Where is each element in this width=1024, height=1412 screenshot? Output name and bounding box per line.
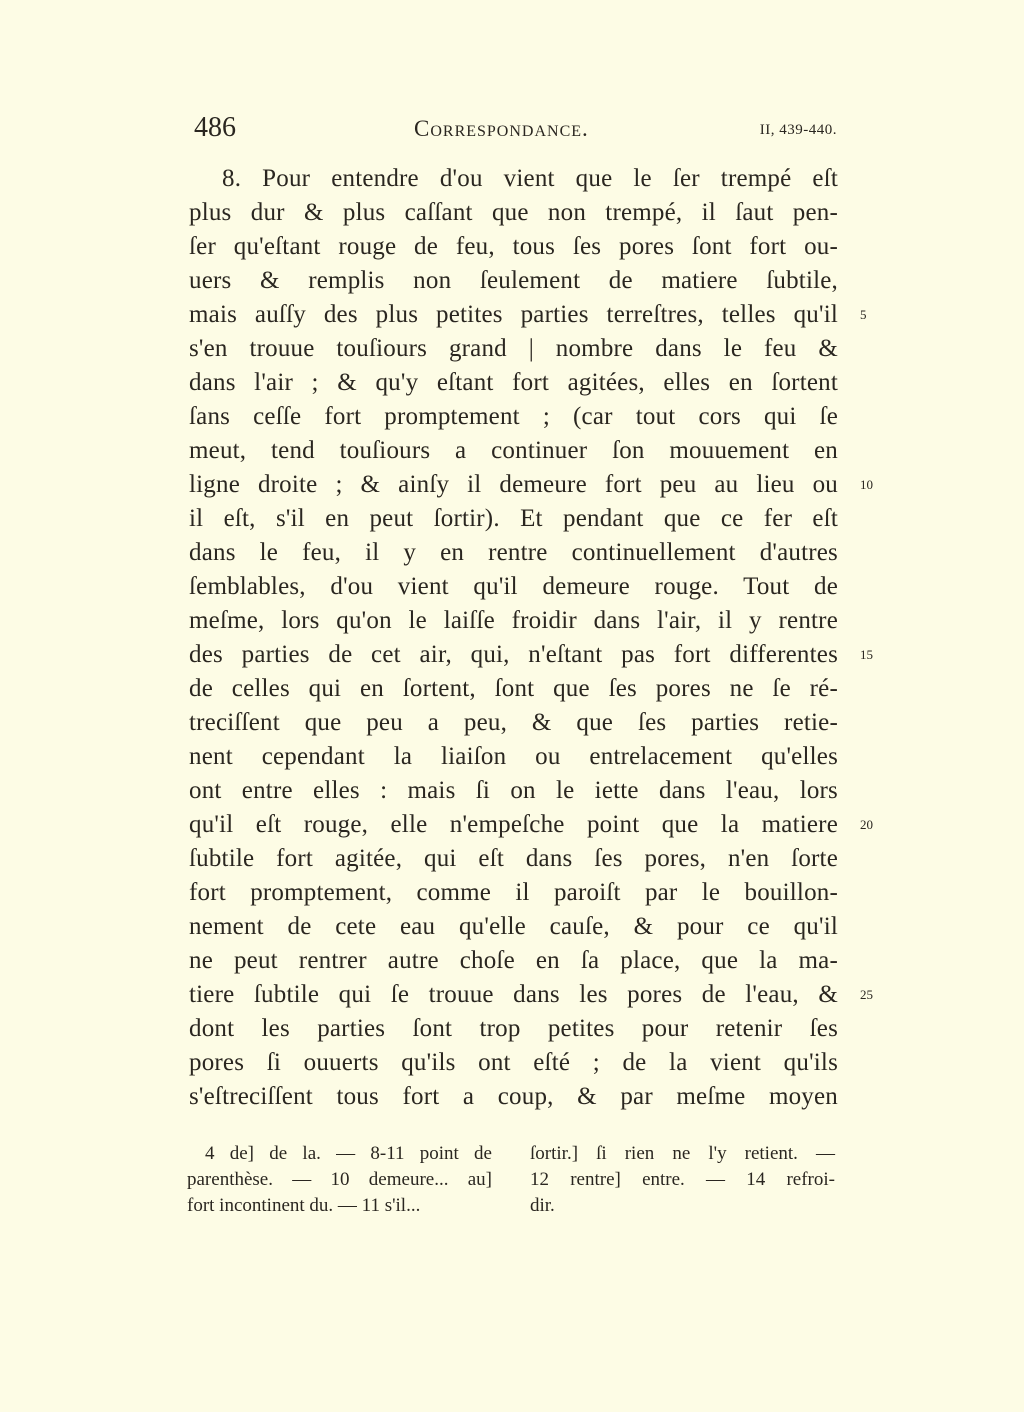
text-line: tiere ſubtile qui ſe trouue dans les pores de l'eau, & xyxy=(189,981,838,1008)
text-line: ſemblables, d'ou vient qu'il demeure rouge. Tout de xyxy=(189,573,838,600)
text-line: uers & remplis non ſeulement de matiere ſubtile, xyxy=(189,267,838,294)
text-line: des parties de cet air, qui, n'eſtant pas fort differentes xyxy=(189,641,838,668)
text-line: s'eſtreciſſent tous fort a coup, & par meſme moyen xyxy=(189,1083,838,1110)
text-line: ne peut rentrer autre choſe en ſa place, que la ma- xyxy=(189,947,838,974)
text-line: plus dur & plus caſſant que non trempé, il ſaut pen- xyxy=(189,199,838,226)
line-number: 25 xyxy=(860,987,873,1002)
text-line: ont entre elles : mais ſi on le iette dans l'eau, lors xyxy=(189,777,838,804)
footnote-line: 4 de] de la. — 8-11 point de xyxy=(205,1143,492,1164)
text-line: 8. Pour entendre d'ou vient que le ſer trempé eſt xyxy=(222,165,838,192)
text-line: pores ſi ouuerts qu'ils ont eſté ; de la vient qu'ils xyxy=(189,1049,838,1076)
footnote-column-left xyxy=(187,1141,492,1219)
text-line: nent cependant la liaiſon ou entrelacement qu'elles xyxy=(189,743,838,770)
footnote-column-right xyxy=(530,1141,835,1219)
footnote-line: fort incontinent du. — 11 s'il... xyxy=(187,1195,421,1216)
text-line: ſans ceſſe fort promptement ; (car tout cors qui ſe xyxy=(189,403,838,430)
text-line: ſubtile fort agitée, qui eſt dans ſes pores, n'en ſorte xyxy=(189,845,838,872)
footnotes xyxy=(187,1141,837,1221)
text-line: s'en trouue touſiours grand | nombre dans le feu & xyxy=(189,335,838,362)
text-line: dont les parties ſont trop petites pour retenir ſes xyxy=(189,1015,838,1042)
text-line: mais auſſy des plus petites parties terreſtres, telles qu'il xyxy=(189,301,838,328)
line-number: 10 xyxy=(860,477,873,492)
footnote-line: ſortir.] ſi rien ne l'y retient. — xyxy=(530,1143,835,1164)
page-number: 486 xyxy=(194,112,236,143)
footnote-line: dir. xyxy=(530,1195,555,1216)
text-line: nement de cete eau qu'elle cauſe, & pour ce qu'il xyxy=(189,913,838,940)
line-number: 15 xyxy=(860,647,873,662)
running-title: Correspondance. xyxy=(414,116,589,141)
text-line: fort promptement, comme il paroiſt par le bouillon- xyxy=(189,879,838,906)
text-line: dans l'air ; & qu'y eſtant fort agitées, elles en ſortent xyxy=(189,369,838,396)
page-reference: II, 439-440. xyxy=(759,122,837,138)
letter-body-text xyxy=(189,162,838,1114)
text-line: il eſt, s'il en peut ſortir). Et pendant que ce fer eſt xyxy=(189,505,838,532)
footnote-line: parenthèse. — 10 demeure... au] xyxy=(187,1169,492,1190)
text-line: meſme, lors qu'on le laiſſe froidir dans l'air, il y rentre xyxy=(189,607,838,634)
text-line: ligne droite ; & ainſy il demeure fort peu au lieu ou xyxy=(189,471,838,498)
line-number: 5 xyxy=(860,307,867,322)
running-header xyxy=(192,112,837,152)
line-number: 20 xyxy=(860,817,873,832)
text-line: dans le feu, il y en rentre continuellement d'autres xyxy=(189,539,838,566)
footnote-line: 12 rentre] entre. — 14 refroi- xyxy=(530,1169,835,1190)
text-line: de celles qui en ſortent, ſont que ſes pores ne ſe ré- xyxy=(189,675,838,702)
text-line: ſer qu'eſtant rouge de feu, tous ſes pores ſont fort ou- xyxy=(189,233,838,260)
text-line: treciſſent que peu a peu, & que ſes parties retie- xyxy=(189,709,838,736)
text-line: meut, tend touſiours a continuer ſon mouuement en xyxy=(189,437,838,464)
text-line: qu'il eſt rouge, elle n'empeſche point que la matiere xyxy=(189,811,838,838)
